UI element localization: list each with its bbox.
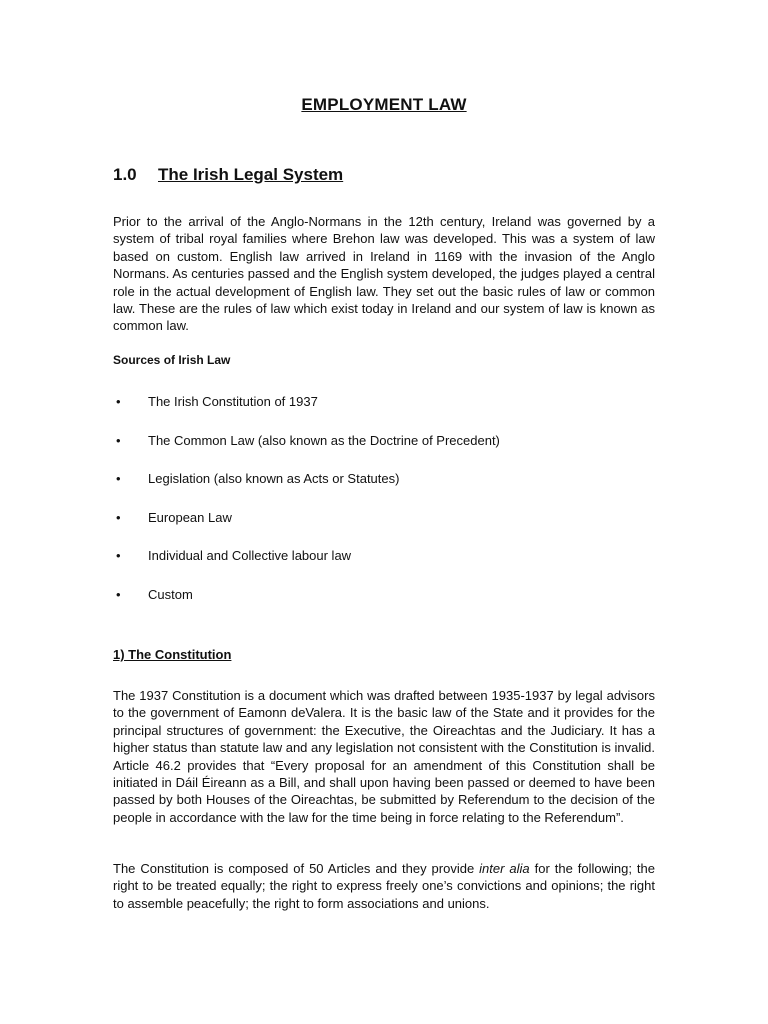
list-item-text: The Irish Constitution of 1937 xyxy=(148,394,318,409)
rights-emphasis: inter alia xyxy=(479,861,530,876)
rights-text-before: The Constitution is composed of 50 Articles and they provide xyxy=(113,861,480,876)
list-item-text: The Common Law (also known as the Doctrine of Precedent) xyxy=(148,432,500,448)
constitution-paragraph: The 1937 Constitution is a document which was drafted between 1935-1937 by legal advisors to the government of Eamonn deValera. It is the basic law of the State and it provides for the principal structures of government: the Executive, the Oireachtas and the Judiciary. It has a higher status than statute law and any legislation not consistent with the Constitution is invalid. Article 46.2 provides that “Every proposal for an amendment of this Constitution shall be initiated in Dáil Éireann as a Bill, and shall upon having been passed or deemed to have been passed by both Houses of the Oireachtas, be submitted by Referendum to the decision of the people in accordance with the law for the time being in force relating to the Referendum”. xyxy=(113,688,655,825)
bullet-icon: • xyxy=(116,471,121,487)
constitution-rights-paragraph xyxy=(113,860,655,912)
bullet-icon: • xyxy=(116,432,121,448)
bullet-icon: • xyxy=(116,586,121,602)
section-title: The Irish Legal System xyxy=(158,165,344,184)
rights-text-after: for the following; the right to be treated equally; the right to express freely one’s convictions and opinions; the right to assemble peacefully; the right to form associations and unions. xyxy=(113,861,655,911)
list-item-text: European Law xyxy=(148,509,232,525)
bullet-icon: • xyxy=(116,394,121,409)
list-item-text: Legislation (also known as Acts or Statutes) xyxy=(148,471,400,487)
document-title: EMPLOYMENT LAW xyxy=(301,95,467,114)
constitution-heading: 1) The Constitution xyxy=(113,647,232,662)
section-heading xyxy=(113,165,343,185)
section-number: 1.0 xyxy=(113,165,137,184)
list-item-text: Custom xyxy=(148,586,193,602)
bullet-icon: • xyxy=(116,548,121,564)
bullet-icon: • xyxy=(116,509,121,525)
intro-paragraph: Prior to the arrival of the Anglo-Normans in the 12th century, Ireland was governed by a system of tribal royal families where Brehon law was developed. This was a system of law based on custom. English law arrived in Ireland in 1169 with the invasion of the Anglo Normans. As centuries passed and the English system developed, the judges played a central role in the actual development of English law. They set out the basic rules of law or common law. These are the rules of law which exist today in Ireland and our system of law is known as common law. xyxy=(113,214,655,334)
list-item-text: Individual and Collective labour law xyxy=(148,548,352,564)
sources-heading: Sources of Irish Law xyxy=(113,353,231,367)
